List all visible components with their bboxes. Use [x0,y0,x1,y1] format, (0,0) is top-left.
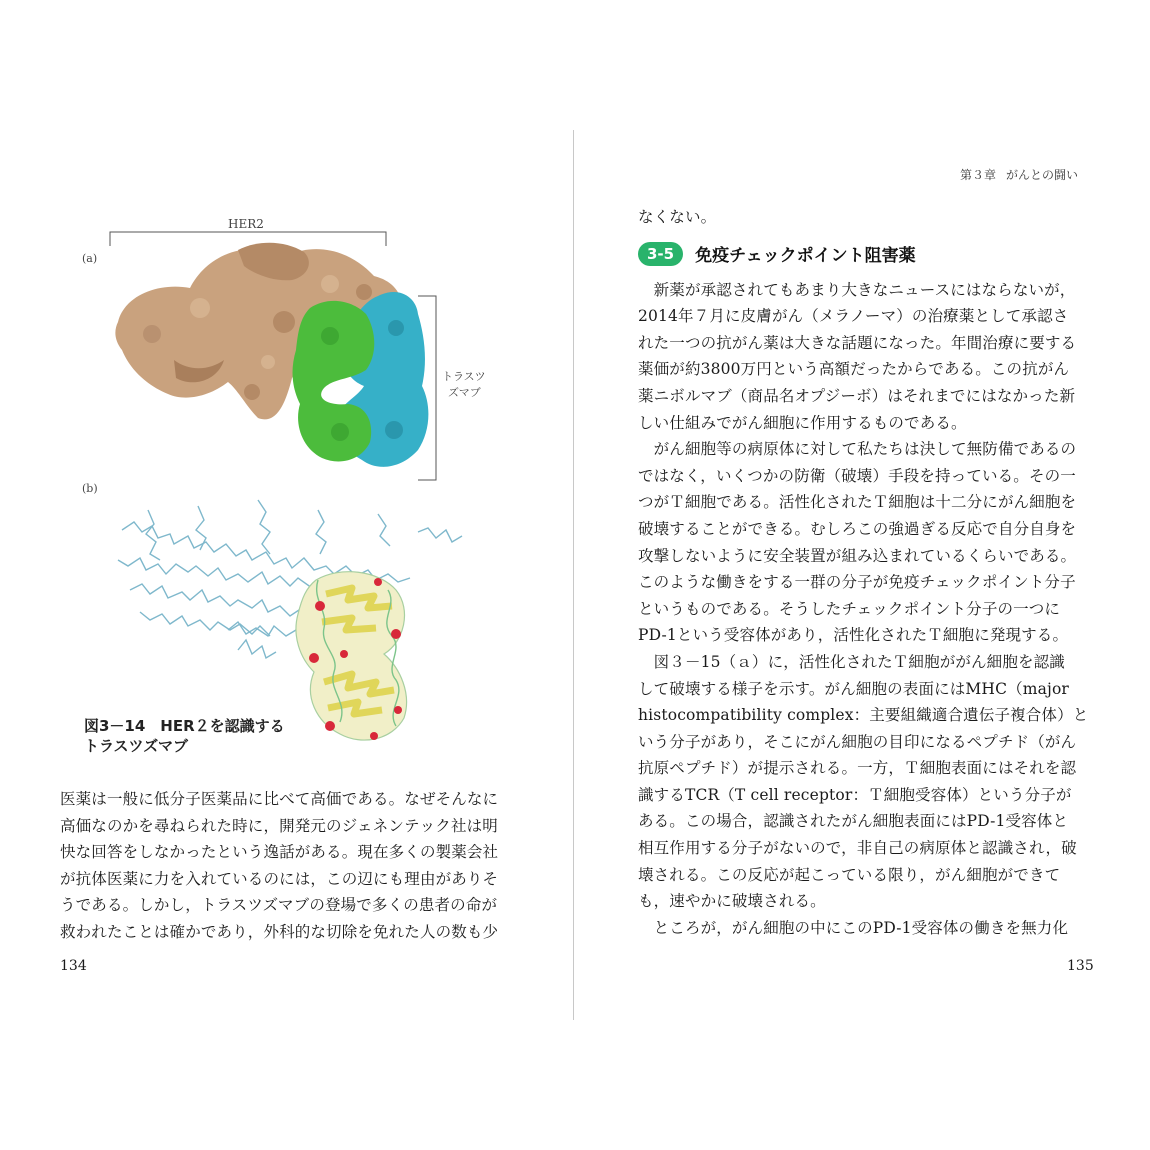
body-line: 2014年７月に皮膚がん（メラノーマ）の治療薬として承認さ [638,307,1069,326]
section-title: 免疫チェックポイント阻害薬 [695,246,916,267]
page-number-right: 135 [1067,958,1094,974]
running-head-chapter: 第３章 [960,168,997,182]
body-line: 抗原ペプチド）が提示される。一方，Ｔ細胞表面にはそれを認 [638,759,1077,778]
figure-caption-line-2: トラスツズマブ [84,737,188,755]
section-heading [638,237,1090,271]
figure-label-b: (b) [82,482,98,495]
body-line: 新薬が承認されてもあまり大きなニュースにはならないが， [638,280,1076,299]
body-line: PD-1という受容体があり，活性化されたＴ細胞に発現する。 [638,626,1069,645]
body-line: 医薬は一般に低分子医薬品に比べて高価である。なぜそんなに [60,790,499,808]
running-head-title: がんとの闘い [1006,168,1079,182]
body-line: 快な回答をしなかったという逸話がある。現在多くの製薬会社 [60,843,499,862]
trastuzumab-bracket-label-2: ズマブ [448,386,481,399]
trastuzumab-ribbon-model [296,572,407,740]
body-line: れた一つの抗がん薬は大きな話題になった。年間治療に要する [638,333,1077,352]
body-line: が抗体医薬に力を入れているのには，この辺にも理由がありそ [60,869,499,888]
body-line: がん細胞等の病原体に対して私たちは決して無防備であるの [638,440,1077,459]
figure-caption-line-1: 図3－14 HER２を認識する [84,717,285,735]
body-line: 薬価が約3800万円という高額だったからである。この抗がん [638,360,1070,379]
body-line: いう分子があり，そこにがん細胞の目印になるペプチド（がん [638,732,1077,751]
her2-bracket [110,232,386,246]
figure-illustration [78,210,518,770]
page-number-left: 134 [60,958,87,974]
her2-stick-model [118,500,462,658]
her2-bracket-label: HER2 [228,217,264,231]
body-line: ところが，がん細胞の中にこのPD-1受容体の働きを無力化 [638,918,1069,937]
body-line: も，速やかに破壊される。 [638,892,826,911]
body-line: しい仕組みでがん細胞に作用するものである。 [638,413,967,432]
body-line: 攻撃しないように安全装置が組み込まれているくらいである。 [638,546,1077,565]
body-line: うである。しかし，トラスツズマブの登場で多くの患者の命が [60,896,498,915]
figure-3-14 [78,210,518,770]
body-line-continued: なくない。 [638,208,717,226]
left-page-body [60,786,518,946]
section-number-badge: 3-5 [638,242,683,266]
running-head [960,166,1088,183]
body-line: ではなく，いくつかの防衛（破壊）手段を持っている。その一 [638,466,1076,485]
trastuzumab-surface-model [293,292,429,467]
body-line: 薬ニボルマブ（商品名オプジーボ）はそれまでにはなかった新 [638,386,1076,405]
body-line: 壊される。この反応が起こっている限り，がん細胞ができて [638,865,1061,884]
body-line: つがＴ細胞である。活性化されたＴ細胞は十二分にがん細胞を [638,493,1077,512]
trastuzumab-bracket-label-1: トラスツ [442,370,486,383]
body-line: このような働きをする一群の分子が免疫チェックポイント分子 [638,573,1076,592]
figure-caption [84,716,324,756]
body-line: 相互作用する分子がないので，非自己の病原体と認識され，破 [638,839,1077,858]
body-line: 破壊することができる。むしろこの強過ぎる反応で自分自身を [638,519,1077,538]
body-line: して破壊する様子を示す。がん細胞の表面にはMHC（major [638,679,1069,698]
body-line: というものである。そうしたチェックポイント分子の一つに [638,599,1061,618]
page-gutter [573,130,574,1020]
figure-label-a: (a) [82,252,98,265]
right-page-body [638,204,1090,941]
body-line: 高価なのかを尋ねられた時に，開発元のジェネンテック社は明 [60,816,498,835]
body-line: histocompatibility complex：主要組織適合遺伝子複合体）と [638,706,1089,725]
body-line: 図３－15（ａ）に，活性化されたＴ細胞ががん細胞を認識 [638,652,1065,671]
body-line: 識するTCR（T cell receptor：Ｔ細胞受容体）という分子が [638,785,1072,804]
body-line: 救われたことは確かであり，外科的な切除を免れた人の数も少 [60,922,499,941]
body-line: ある。この場合，認識されたがん細胞表面にはPD-1受容体と [638,812,1069,831]
